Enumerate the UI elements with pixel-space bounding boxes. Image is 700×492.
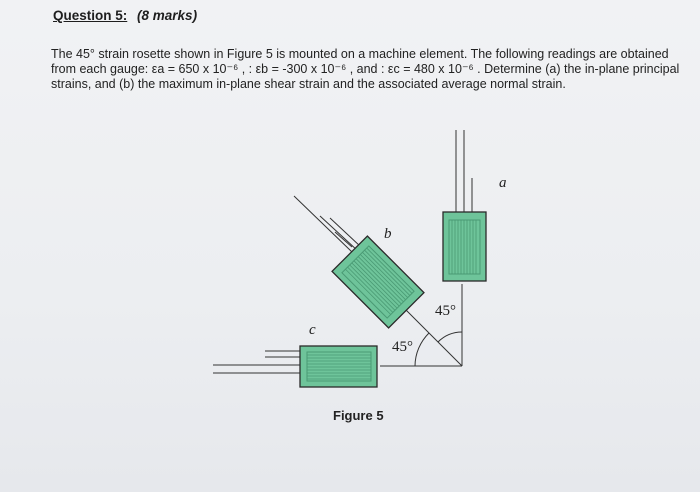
problem-line-2: from each gauge: εa = 650 x 10⁻⁶ , : εb = -300 x 10⁻⁶ , and : εc = 480 x 10⁻⁶ . Determine (a) the in-plane principal xyxy=(51,62,680,76)
gauge-b-label: b xyxy=(384,226,392,242)
angle-label-upper: 45° xyxy=(435,303,456,319)
gauge-a xyxy=(443,130,486,281)
problem-line-1: The 45° strain rosette shown in Figure 5 is mounted on a machine element. The following readings are obtained xyxy=(51,47,669,61)
question-marks: (8 marks) xyxy=(137,8,198,23)
gauge-c xyxy=(213,346,377,387)
gauge-a-label: a xyxy=(499,175,507,191)
angle-arc-upper xyxy=(438,332,462,342)
problem-line-3: strains, and (b) the maximum in-plane shear strain and the associated average normal strain. xyxy=(51,77,566,91)
gauge-b xyxy=(294,196,424,328)
figure-caption: Figure 5 xyxy=(333,408,384,423)
angle-label-lower: 45° xyxy=(392,339,413,355)
angle-arc-lower xyxy=(415,333,429,366)
question-number: Question 5: xyxy=(53,8,128,23)
gauge-c-label: c xyxy=(309,322,316,338)
